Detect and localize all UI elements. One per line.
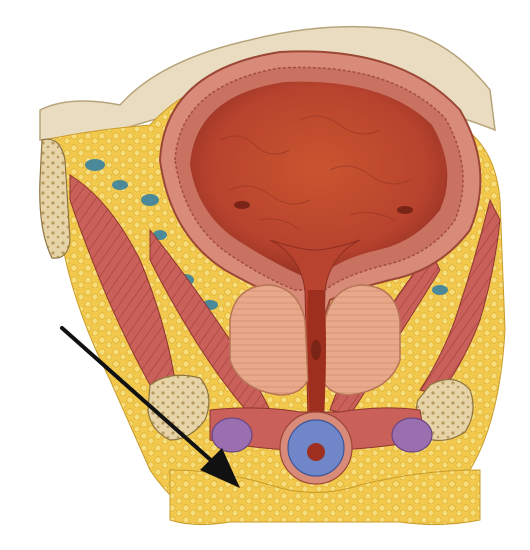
seminal-colliculus (311, 340, 321, 360)
prostate-left-lobe (230, 285, 308, 395)
membranous-urethra (307, 443, 325, 461)
right-corpus-crus (392, 418, 432, 452)
left-ureteric-orifice (234, 201, 250, 209)
right-ureteric-orifice (397, 206, 413, 214)
left-corpus-crus (212, 418, 252, 452)
prostate-right-lobe (322, 285, 400, 395)
